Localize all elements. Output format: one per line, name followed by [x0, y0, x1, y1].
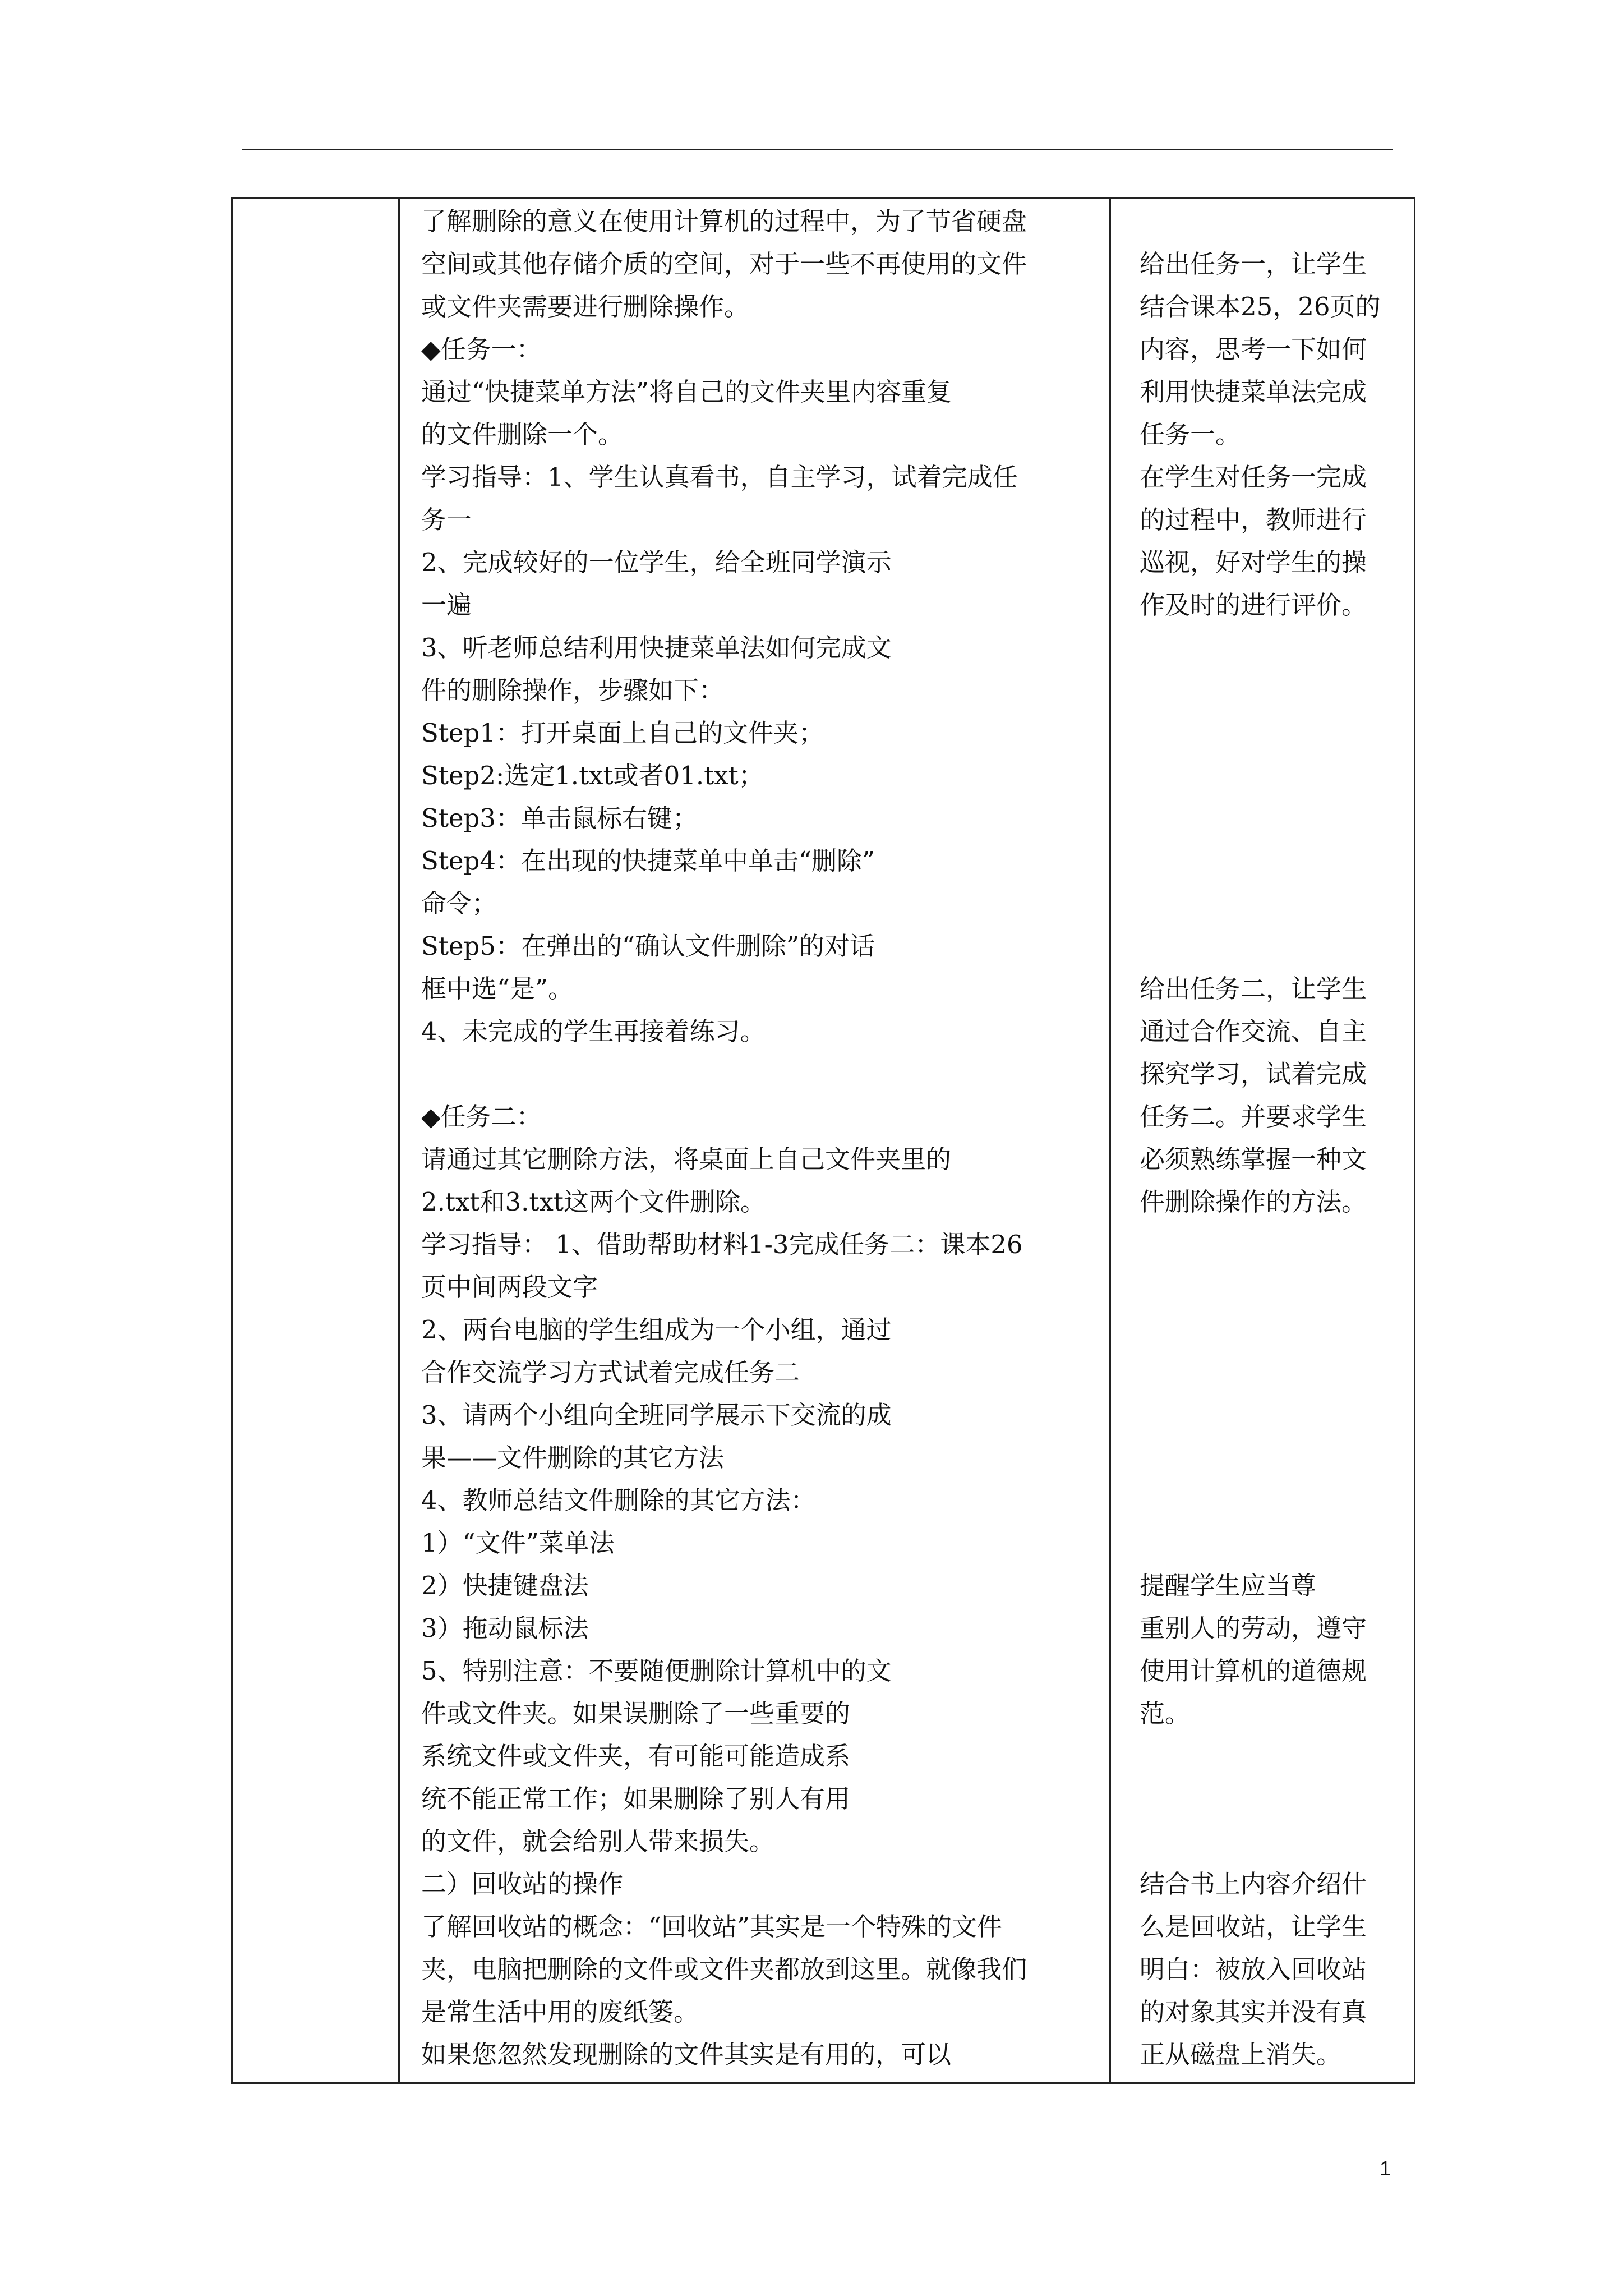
note-text-line: 作及时的进行评价。 — [1140, 590, 1367, 620]
main-text-line: 学习指导： 1、借助帮助材料1-3完成任务二：课本26 — [421, 1230, 1023, 1259]
note-text-line: 探究学习，试着完成 — [1140, 1059, 1367, 1089]
main-text-line: 了解删除的意义在使用计算机的过程中，为了节省硬盘 — [421, 206, 1027, 236]
main-text-line: 学习指导：1、学生认真看书，自主学习，试着完成任 — [421, 462, 1018, 492]
main-text-line: 3、请两个小组向全班同学展示下交流的成 — [421, 1400, 892, 1430]
note-text-line: 的过程中，教师进行 — [1140, 505, 1367, 535]
main-text-line: 4、未完成的学生再接着练习。 — [421, 1016, 766, 1046]
main-text-line: 了解回收站的概念：“回收站”其实是一个特殊的文件 — [421, 1912, 1003, 1941]
main-text-line: Step2:选定1.txt或者01.txt； — [421, 761, 764, 790]
main-text-line: 系统文件或文件夹，有可能可能造成系 — [421, 1741, 851, 1771]
main-text-line: 页中间两段文字 — [421, 1272, 598, 1302]
main-text-line: 合作交流学习方式试着完成任务二 — [421, 1358, 800, 1387]
main-text-line: 2、两台电脑的学生组成为一个小组，通过 — [421, 1315, 892, 1345]
note-text-line: 明白：被放入回收站 — [1140, 1954, 1367, 1984]
main-text-line: 命令； — [421, 889, 497, 918]
main-text-line: 3）拖动鼠标法 — [421, 1613, 589, 1643]
main-text-line: 的文件删除一个。 — [421, 420, 624, 449]
note-text-line: 内容，思考一下如何 — [1140, 334, 1367, 364]
note-text-line: 的对象其实并没有真 — [1140, 1997, 1367, 2027]
note-text-line: 巡视，好对学生的操 — [1140, 547, 1367, 577]
note-text-line: 使用计算机的道德规 — [1140, 1656, 1367, 1686]
main-text-line: 一遍 — [421, 590, 472, 620]
main-text-line: 的文件，就会给别人带来损失。 — [421, 1826, 775, 1856]
main-text-line: 2、完成较好的一位学生，给全班同学演示 — [421, 547, 892, 577]
main-text-line: 通过“快捷菜单方法”将自己的文件夹里内容重复 — [421, 377, 952, 407]
main-text-line: Step4：在出现的快捷菜单中单击“删除” — [421, 846, 875, 876]
main-text-line: 如果您忽然发现删除的文件其实是有用的，可以 — [421, 2040, 952, 2069]
note-text-line: 范。 — [1140, 1699, 1191, 1728]
note-text-line: 么是回收站，让学生 — [1140, 1912, 1367, 1941]
main-text-line: 5、特别注意：不要随便删除计算机中的文 — [421, 1656, 892, 1686]
main-text-line: 统不能正常工作；如果删除了别人有用 — [421, 1784, 851, 1814]
note-text-line: 重别人的劳动，遵守 — [1140, 1613, 1367, 1643]
note-text-line: 通过合作交流、自主 — [1140, 1016, 1367, 1046]
header-rule — [242, 149, 1393, 150]
note-text-line: 在学生对任务一完成 — [1140, 462, 1367, 492]
note-text-line: 件删除操作的方法。 — [1140, 1187, 1367, 1217]
main-text-line: 2.txt和3.txt这两个文件删除。 — [421, 1187, 766, 1217]
main-text-line: 1）“文件”菜单法 — [421, 1528, 615, 1558]
main-text-line: 件的删除操作，步骤如下： — [421, 675, 725, 705]
lesson-table — [231, 197, 1415, 2084]
main-text-line: 二）回收站的操作 — [421, 1869, 624, 1899]
note-text-line: 任务二。并要求学生 — [1140, 1102, 1367, 1131]
main-text-line: 3、听老师总结利用快捷菜单法如何完成文 — [421, 633, 892, 662]
main-text-line: 空间或其他存储介质的空间，对于一些不再使用的文件 — [421, 249, 1027, 279]
main-text-line: Step1：打开桌面上自己的文件夹； — [421, 718, 824, 748]
main-text-line: 务一 — [421, 505, 472, 535]
main-text-line: 4、教师总结文件删除的其它方法： — [421, 1485, 816, 1515]
note-text-line: 利用快捷菜单法完成 — [1140, 377, 1367, 407]
main-text-line: 件或文件夹。如果误删除了一些重要的 — [421, 1699, 851, 1728]
page-number: 1 — [1380, 2157, 1391, 2180]
note-text-line: 任务一。 — [1140, 420, 1241, 449]
note-text-line: 结合课本25，26页的 — [1140, 292, 1381, 321]
table-divider-left — [398, 199, 400, 2082]
note-text-line: 给出任务二，让学生 — [1140, 974, 1367, 1004]
main-text-line: 请通过其它删除方法，将桌面上自己文件夹里的 — [421, 1144, 952, 1174]
table-divider-right — [1109, 199, 1111, 2082]
note-text-line: 给出任务一，让学生 — [1140, 249, 1367, 279]
main-text-line: 框中选“是”。 — [421, 974, 574, 1004]
main-text-line: Step5：在弹出的“确认文件删除”的对话 — [421, 931, 875, 961]
main-text-line: 夹，电脑把删除的文件或文件夹都放到这里。就像我们 — [421, 1954, 1027, 1984]
main-text-line: ◆任务一： — [421, 334, 542, 364]
main-text-line: 或文件夹需要进行删除操作。 — [421, 292, 750, 321]
main-text-line: 2）快捷键盘法 — [421, 1571, 589, 1600]
main-text-line: 果——文件删除的其它方法 — [421, 1443, 725, 1473]
note-text-line: 结合书上内容介绍什 — [1140, 1869, 1367, 1899]
main-text-line: ◆任务二： — [421, 1102, 542, 1131]
note-text-line: 正从磁盘上消失。 — [1140, 2040, 1342, 2069]
note-text-line: 提醒学生应当尊 — [1140, 1571, 1317, 1600]
main-text-line: Step3：单击鼠标右键； — [421, 803, 698, 833]
main-text-line: 是常生活中用的废纸篓。 — [421, 1997, 699, 2027]
note-text-line: 必须熟练掌握一种文 — [1140, 1144, 1367, 1174]
